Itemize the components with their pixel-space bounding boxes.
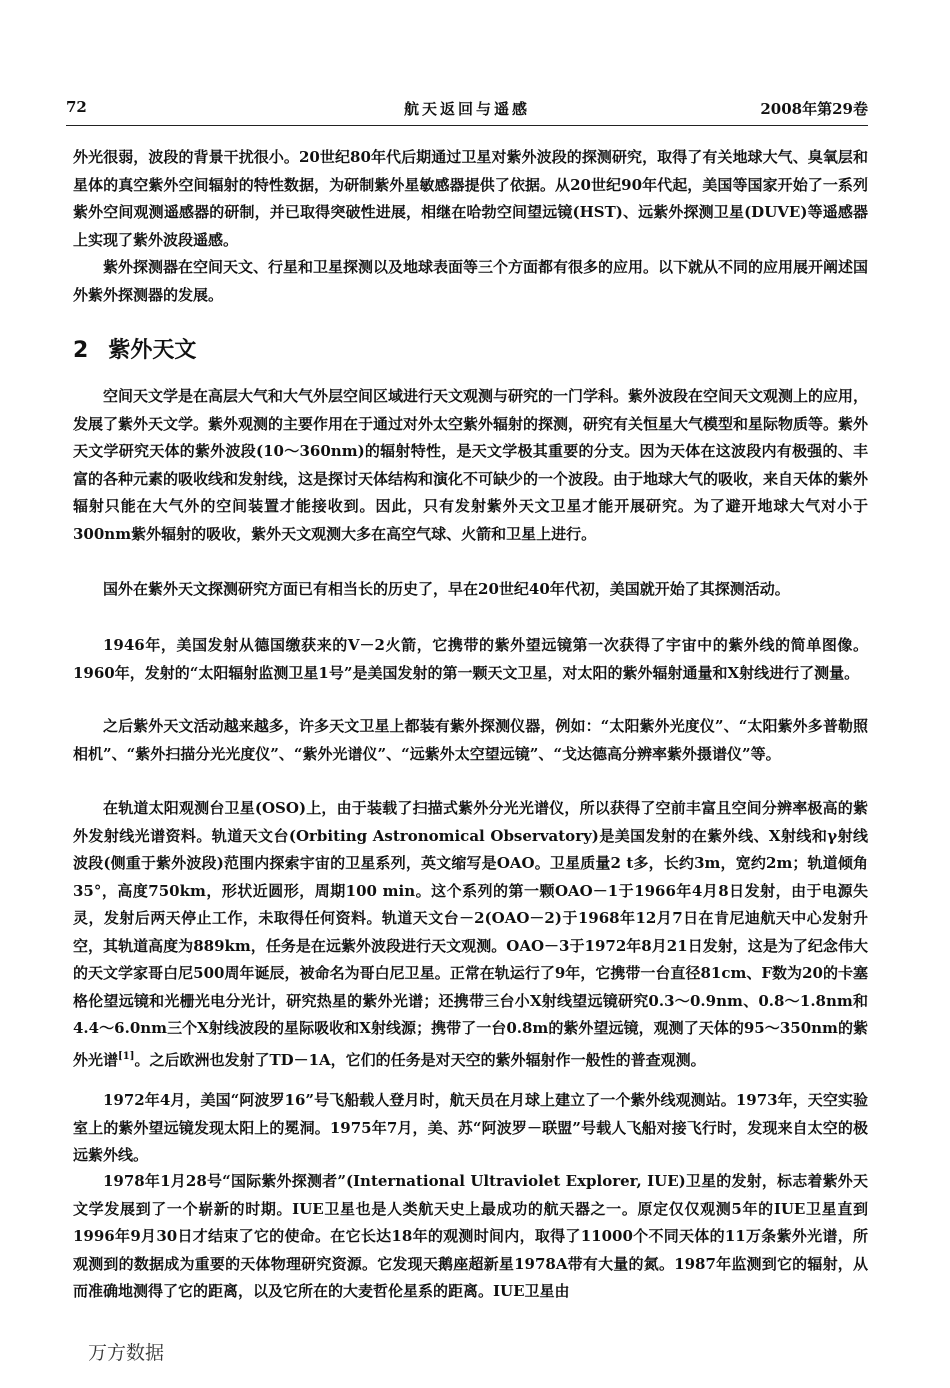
paragraph-iue: 1978年1月28号“国际紫外探测者”(International Ultraviolet Explorer, IUE)卫星的发射，标志着紫外天文学发展到了一个崭新的时期。IUE卫星也是人类航天史上最成功的航天器之一。原定仅仅观测5年的IUE卫星直到1996年9月30日才结束了它的使命。在它长达18年的观测时间内，取得了11000个不同天体的11万条紫外光谱，所观测到的数据成为重要的天体物理研究资源。它发现天鹅座超新星1978A带有大量的氮。1987年监测到它的辐射，从而准确地测得了它的距离，以及它所在的大麦哲伦星系的距离。IUE卫星由 [73, 1172, 868, 1300]
issue-info: 2008年第29卷 [760, 100, 868, 118]
section-heading [73, 333, 196, 364]
page-number: 72 [66, 98, 87, 116]
paragraph-oso-oao [73, 795, 868, 1074]
paragraph-1946: 1946年，美国发射从德国缴获来的V－2火箭，它携带的紫外望远镜第一次获得了宇宙中的紫外线的简单图像。1960年，发射的“太阳辐射监测卫星1号”是美国发射的第一颗天文卫星，对太阳的紫外辐射通量和X射线进行了测量。 [73, 636, 868, 682]
citation-ref: [1] [118, 1050, 135, 1062]
paragraph-apollo: 1972年4月，美国“阿波罗16”号飞船载人登月时，航天员在月球上建立了一个紫外线观测站。1973年，天空实验室上的紫外望远镜发现太阳上的冕洞。1975年7月，美、苏“阿波罗－联盟”号载人飞船对接飞行时，发现来自太空的极远紫外线。 [73, 1091, 868, 1164]
paragraph-history: 国外在紫外天文探测研究方面已有相当长的历史了，早在20世纪40年代初，美国就开始了其探测活动。 [103, 580, 790, 598]
header-rule [66, 125, 868, 126]
paragraph-oso-oao-text: 在轨道太阳观测台卫星(OSO)上，由于装载了扫描式紫外分光光谱仪，所以获得了空前丰富且空间分辨率极高的紫外发射线光谱资料。轨道天文台(Orbiting Astronomical Observatory)是美国发射的在紫外线、X射线和γ射线波段(侧重于紫外波段)范围内探索宇宙的卫星系列，英文缩写是OAO。卫星质量2 t多，长约3m，宽约2m；轨道倾角35°，高度750km，形状近圆形，周期100 min。这个系列的第一颗OAO－1于1966年4月8日发射，由于电源失灵，发射后两天停止工作，未取得任何资料。轨道天文台－2(OAO－2)于1968年12月7日在肯尼迪航天中心发射升空，其轨道高度为889km，任务是在远紫外波段进行天文观测。OAO－3于1972年8月21日发射，这是为了纪念伟大的天文学家哥白尼500周年诞辰，被命名为哥白尼卫星。正常在轨运行了9年，它携带一台直径81cm、F数为20的卡塞格伦望远镜和光栅光电分光计，研究热星的紫外光谱；还携带三台小X射线望远镜研究0.3～0.9nm、0.8～1.8nm和4.4～6.0nm三个X射线波段的星际吸收和X射线源；携带了一台0.8m的紫外望远镜，观测了天体的95～350nm的紫外光谱 [73, 799, 868, 1069]
section-number: 2 [73, 338, 89, 363]
paragraph-intro-continued: 外光很弱，波段的背景干扰很小。20世纪80年代后期通过卫星对紫外波段的探测研究，取得了有关地球大气、臭氧层和星体的真空紫外空间辐射的特性数据，为研制紫外星敏感器提供了依据。从20世纪90年代起，美国等国家开始了一系列紫外空间观测遥感器的研制，并已取得突破性进展，相继在哈勃空间望远镜(HST)、远紫外探测卫星(DUVE)等遥感器上实现了紫外波段遥感。 [73, 148, 868, 249]
paragraph-applications: 紫外探测器在空间天文、行星和卫星探测以及地球表面等三个方面都有很多的应用。以下就从不同的应用展开阐述国外紫外探测器的发展。 [73, 258, 869, 304]
section-title: 紫外天文 [108, 338, 197, 363]
journal-title: 航天返回与遥感 [403, 100, 530, 118]
running-header [66, 98, 868, 122]
paragraph-space-astronomy: 空间天文学是在高层大气和大气外层空间区域进行天文观测与研究的一门学科。紫外波段在空间天文观测上的应用，发展了紫外天文学。紫外观测的主要作用在于通过对外太空紫外辐射的探测，研究有关恒星大气模型和星际物质等。紫外天文学研究天体的紫外波段(10～360nm)的辐射特性，是天文学极其重要的分支。因为天体在这波段内有极强的、丰富的各种元素的吸收线和发射线，这是探讨天体结构和演化不可缺少的一个波段。由于地球大气的吸收，来自天体的紫外辐射只能在大气外的空间装置才能接收到。因此，只有发射紫外天文卫星才能开展研究。为了避开地球大气对小于300nm紫外辐射的吸收，紫外天文观测大多在高空气球、火箭和卫星上进行。 [73, 387, 869, 543]
paragraph-instruments: 之后紫外天文活动越来越多，许多天文卫星上都装有紫外探测仪器，例如：“太阳紫外光度仪”、“太阳紫外多普勒照相机”、“紫外扫描分光光度仪”、“紫外光谱仪”、“远紫外太空望远镜”、“戈达德高分辨率紫外摄谱仪”等。 [73, 717, 868, 763]
paragraph-oso-oao-tail: 。之后欧洲也发射了TD－1A，它们的任务是对天空的紫外辐射作一般性的普查观测。 [134, 1050, 706, 1069]
footer-watermark: 万方数据 [88, 1342, 165, 1364]
